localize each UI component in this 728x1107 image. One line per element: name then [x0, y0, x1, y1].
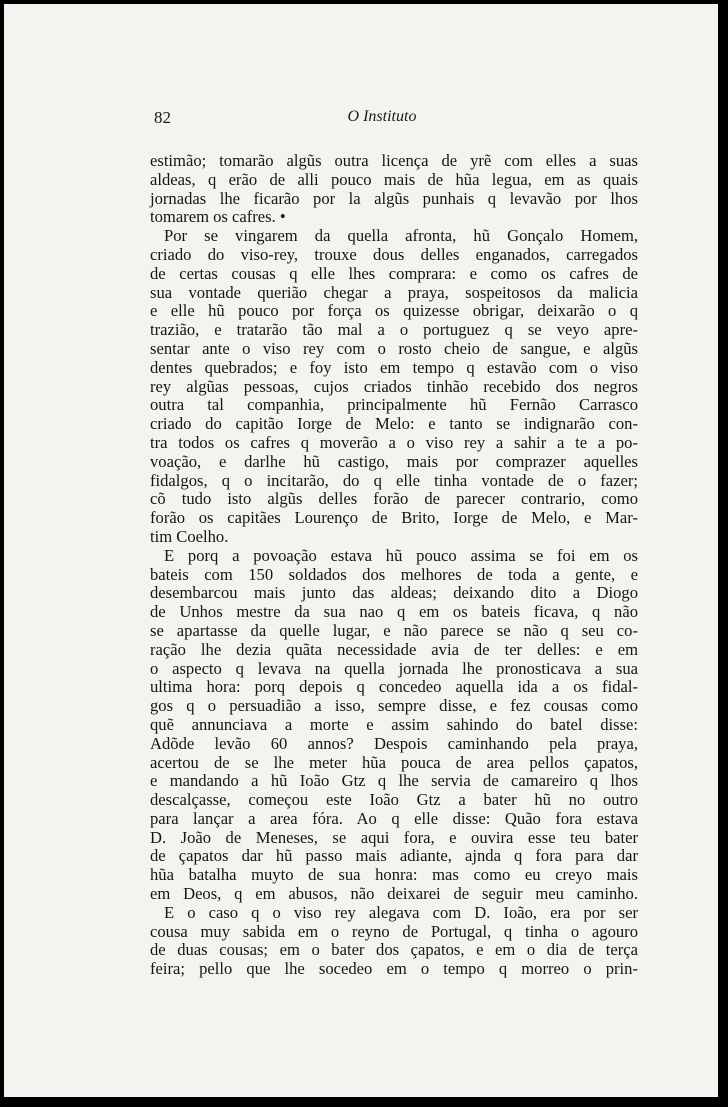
- text-line: tomarem os cafres. •: [150, 207, 286, 227]
- text-line: Adõde levão 60 annos? Despois caminhando pela praya,: [150, 733, 638, 753]
- text-line: D. João de Meneses, se aqui fora, e ouvira esse teu bater: [150, 827, 638, 847]
- text-line: desembarcou mais junto das aldeas; deixando dito a Diogo: [150, 583, 638, 603]
- text-line: de çapatos dar hũ passo mais adiante, ajnda q fora para dar: [150, 846, 638, 866]
- text-line: de Unhos mestre da sua nao q em os bateis ficava, q não: [150, 602, 638, 622]
- text-line: dentes quebrados; e foy isto em tempo q estavão com o viso: [150, 357, 638, 377]
- text-line: quẽ annunciava a morte e assim sahindo do batel disse:: [150, 714, 638, 734]
- body-text: [150, 152, 638, 979]
- text-line: o aspecto q levava na quella jornada lhe pronosticava a sua: [150, 658, 638, 678]
- text-line: cousa muy sabida em o reyno de Portugal, q tinha o agouro: [150, 921, 638, 941]
- text-line: rey algũas pessoas, cujos criados tinhão recebido dos negros: [150, 376, 638, 396]
- text-line: tra todos os cafres q moverão a o viso rey a sahir a te a po-: [150, 432, 638, 452]
- text-line: hũa batalha muyto de sua honra: mas como eu creyo mais: [150, 865, 638, 885]
- text-line: bateis com 150 soldados dos melhores de toda a gente, e: [150, 564, 638, 584]
- text-line: forão os capitães Lourenço de Brito, Iorge de Melo, e Mar-: [150, 508, 638, 528]
- text-line: ração lhe dezia quãta necessidade avia de ter delles: e em: [150, 639, 638, 659]
- text-line: E o caso q o viso rey alegava com D. Ioão, era por ser: [164, 902, 638, 922]
- text-line: de duas cousas; em o bater dos çapatos, e em o dia de terça: [150, 940, 638, 960]
- text-line: trazião, e tratarão tão mal a o portuguez q se veyo apre-: [150, 320, 638, 340]
- text-line: E porq a povoação estava hũ pouco assima se foi em os: [164, 545, 638, 565]
- text-line: Por se vingarem da quella afronta, hũ Gonçalo Homem,: [164, 226, 638, 246]
- text-line: sua vontade querião chegar a praya, sospeitosos da malicia: [150, 282, 638, 302]
- text-line: feira; pello que lhe socedeo em o tempo q morreo o prin-: [150, 959, 638, 979]
- text-line: descalçasse, começou este Ioão Gtz a bater hũ no outro: [150, 790, 638, 810]
- text-line: criado do viso-rey, trouxe dous delles enganados, carregados: [150, 244, 638, 264]
- text-line: sentar ante o viso rey com o rosto cheio de sangue, e algũs: [150, 338, 638, 358]
- text-line: e mandando a hũ Ioão Gtz q lhe servia de camareiro q lhos: [150, 771, 638, 791]
- running-title: O Instituto: [347, 108, 417, 125]
- text-line: estimão; tomarão algũs outra licença de yrẽ com elles a suas: [150, 151, 638, 170]
- text-line: para lançar a area fóra. Ao q elle disse: Quão fora estava: [150, 808, 638, 828]
- text-line: tim Coelho.: [150, 526, 229, 546]
- text-line: acertou de se lhe meter hũa pouca de area pellos çapatos,: [150, 752, 638, 772]
- text-line: ultima hora: porq depois q concedeo aquella ida a os fidal-: [150, 677, 638, 697]
- page-header: [4, 108, 718, 130]
- page-number: 82: [154, 108, 171, 127]
- text-line: cõ tudo isto algũs delles forão de parecer contrario, como: [150, 489, 638, 509]
- text-line: voação, e darlhe hũ castigo, mais por comprazer aquelles: [150, 451, 638, 471]
- text-line: jornadas lhe ficarão por la algũs punhais q levavão por lhos: [150, 188, 638, 208]
- text-line: outra tal companhia, principalmente hũ Fernão Carrasco: [150, 395, 638, 415]
- book-page: [4, 4, 718, 1097]
- text-line: fidalgos, q o incitarão, do q elle tinha vontade de o fazer;: [150, 470, 638, 490]
- text-line: de certas cousas q elle lhes comprara: e como os cafres de: [150, 263, 638, 283]
- text-line: em Deos, q em abusos, não deixarei de seguir meu caminho.: [150, 884, 638, 904]
- text-line: gos q o persuadião a isso, sempre disse, e fez cousas como: [150, 696, 638, 716]
- text-line: e elle hũ pouco por força os quizesse obrigar, deixarão o q: [150, 301, 638, 321]
- text-line: aldeas, q erão de alli pouco mais de hũa legua, em as quais: [150, 169, 638, 189]
- text-line: se apartasse da quelle lugar, e não parece se não q seu co-: [150, 620, 638, 640]
- text-line: criado do capitão Iorge de Melo: e tanto se indignarão con-: [150, 414, 638, 434]
